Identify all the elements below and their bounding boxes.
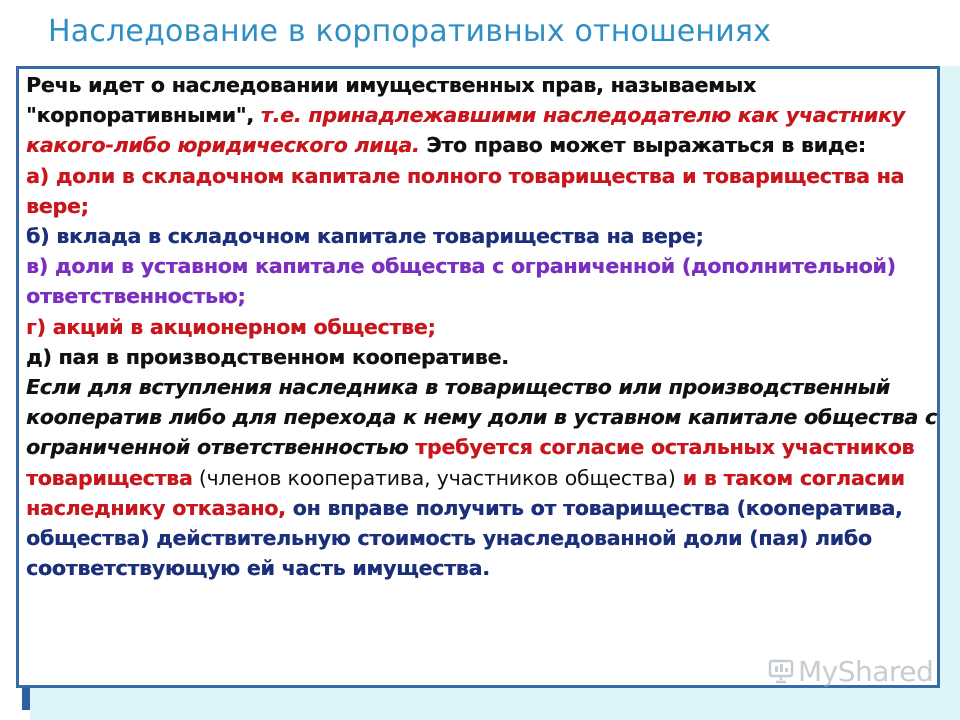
item-b: б) вклада в складочном капитале товарищества на вере; [26, 224, 704, 249]
final-text-1: Если для вступления наследника в товарищество или производственный кооператив либо для перехода к нему доли в уставном капитале общества с ограниченной ответственностью [26, 375, 937, 460]
slide-title: Наследование в корпоративных отношениях [48, 14, 772, 49]
item-v: в) доли в уставном капитале общества с ограниченной (дополнительной) ответственностью; [26, 254, 896, 309]
final-text-3: (членов кооператива, участников общества) [192, 465, 676, 490]
final-text-4: и в таком согласии наследнику отказано, [26, 465, 905, 520]
item-g: г) акций в акционерном обществе; [26, 314, 436, 339]
presentation-icon [768, 658, 794, 684]
intro-text-2: т.е. принадлежавшими наследодателю как участнику какого-либо юридического лица. [26, 103, 905, 158]
final-text-2: требуется согласие остальных участников товарищества [26, 435, 915, 490]
item-a: а) доли в складочном капитале полного товарищества и товарищества на вере; [26, 163, 905, 218]
watermark-text: MyShared [798, 654, 934, 688]
intro-paragraph [26, 70, 938, 161]
final-text-5: он вправе получить от товарищества (кооператива, общества) действительную стоимость унаследованной доли (пая) либо соответствующую ей часть имущества. [26, 495, 903, 581]
intro-text-1: Речь идет о наследовании имущественных прав, называемых "корпоративными", [26, 73, 756, 128]
slide-content [26, 70, 938, 583]
watermark [768, 656, 933, 686]
item-d: д) пая в производственном кооперативе. [26, 344, 509, 369]
intro-text-3: Это право может выражаться в виде: [419, 133, 866, 158]
final-paragraph [26, 372, 938, 583]
